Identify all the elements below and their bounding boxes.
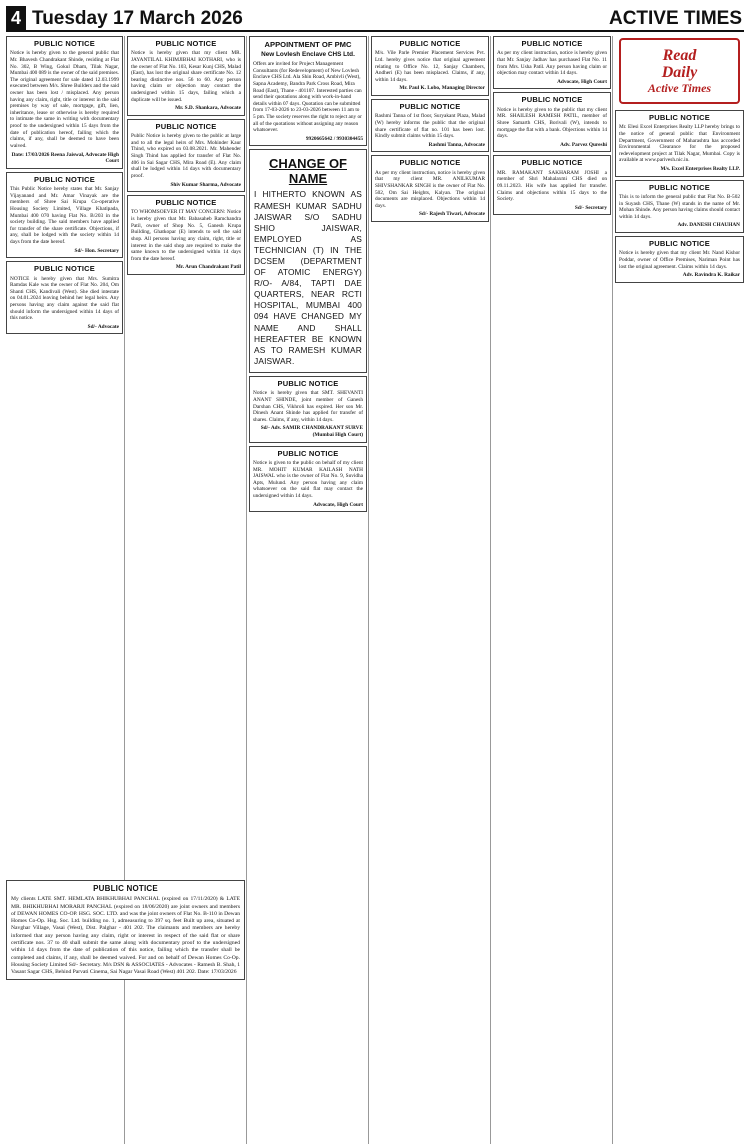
public-notice xyxy=(615,110,744,177)
column-4 xyxy=(371,36,489,1144)
page-number: 4 xyxy=(6,6,26,30)
notice-body: As per my client instruction, notice is hereby given that my client MR. ANILKUMAR SHIVSHANKAR SINGH is the owner of Flat No. 502, Om Sai Heights, Kalyan. The original documents are misplaced. Objections within 14 days. xyxy=(375,169,485,209)
notice-body: This is to inform the general public that Flat No. B-502 in Suyash CHS, Thane (W) stands in the name of Mr. Mohan Shinde. Any person having claims should contact within 14 days. xyxy=(619,194,740,220)
notice-body: Notice is hereby given that my client MR. JAYANTILAL KHIMJIBHAI KOTHARI, who is the owner of Flat No. 103, Kesar Kunj CHS, Malad (East), has lost the original share certificate No. 12 bearing distinctive nos. 56 to 60. Any person having claim or objection may contact the undersigned within 15 days, failing which a duplicate will be issued. xyxy=(131,50,241,103)
notice-signature: Adv. Parvez Qureshi xyxy=(560,141,607,148)
notice-body: MR. RAMAKANT SAKHARAM JOSHI a member of Shri Mahalaxmi CHS died on 09.11.2023. His wife has applied for transfer. Claims and objections within 15 days to the Society. xyxy=(497,169,607,203)
notice-title: PUBLIC NOTICE xyxy=(649,113,710,122)
public-notice xyxy=(249,446,367,513)
issue-date: Tuesday 17 March 2026 xyxy=(32,8,243,29)
notice-body: Notice is hereby given to the public that my client MR. SHAILESH RAMESH PATIL, member of Shree Samarth CHS, Borivali (W), intends to mortgage the flat with a bank. Objections within 14 days. xyxy=(497,106,607,140)
column-divider xyxy=(246,36,247,1144)
public-notice xyxy=(615,180,744,233)
notice-title: PUBLIC NOTICE xyxy=(521,39,583,48)
notice-title: PUBLIC NOTICE xyxy=(649,182,710,192)
appointment-title: APPOINTMENT OF PMC xyxy=(264,40,352,49)
notice-body: Notice is hereby given to the general public that Mr. Bhavesh Chandrakant Shinde, residing at Flat No. 302, B Wing, Gokul Dham, Tilak Nagar, Mumbai 400 089 is the owner of the said premises. The original agreement for sale dated 12.03.1999 executed between M/s. Shree Builders and the said owner has been lost / misplaced. Any person having any claim, right, title or interest in the said premises by way of sale, mortgage, gift, lien, inheritance, lease or otherwise is hereby required to intimate the same in writing with documentary proof to the undersigned within 15 days from the date of publication hereof, failing which the claims, if any, shall be deemed to have been waived. xyxy=(10,50,119,149)
notice-title: PUBLIC NOTICE xyxy=(155,121,217,131)
notice-signature: Mr. Arun Chandrakant Patil xyxy=(175,264,241,271)
public-notice xyxy=(371,155,489,222)
newspaper-name: ACTIVE TIMES xyxy=(608,8,742,29)
notice-title: PUBLIC NOTICE xyxy=(277,448,339,458)
notice-signature: Adv. DANESH CHAUHAN xyxy=(677,222,740,229)
column-divider xyxy=(368,36,369,1144)
notice-signature: Advocate, High Court xyxy=(313,501,363,508)
public-notice xyxy=(615,236,744,283)
column-3 xyxy=(249,36,367,1144)
notice-signature: Sd/- Rajesh Tiwari, Advocate xyxy=(418,211,485,218)
notice-title: PUBLIC NOTICE xyxy=(399,158,461,168)
masthead xyxy=(6,4,744,32)
badge-line-3: Active Times xyxy=(647,80,712,95)
notice-title: PUBLIC NOTICE xyxy=(521,95,583,105)
notice-title: PUBLIC NOTICE xyxy=(521,158,583,168)
notice-title: PUBLIC NOTICE xyxy=(277,378,339,388)
notice-title: PUBLIC NOTICE xyxy=(34,39,95,48)
appointment-society: New Lovlesh Enclave CHS Ltd. xyxy=(261,51,355,59)
public-notice xyxy=(493,92,611,152)
notice-body: My clients LATE SMT. HEMLATA BHIKHUBHAI PANCHAL (expired on 17/11/2020) & LATE MR. BHIKHUBHAI MORARJI PANCHAL (expired on 18/06/2020) are joint owners and members of DEWAN HOMES CO-OP. HSG. SOC. LTD. and was the joint owners of Flat No. B-110 in Dewan Homes Co-Op. Hsg. Soc. Ltd. building no. 1, admeasuring to 397 sq. feet Built up area, situated at Navghar Village, Vasai (West), Dist. Palghar - 401 202. The claimants and members are hereby informed that any person having any claim, right or interest in respect of the said flat or share certificate nos. 37 to 40 shall submit the same along with documentary proof to the undersigned within 14 days from the date of publication of this notice, failing which the transfer shall be completed and claims, if any, shall be deemed waived. For and on behalf of Dewan Homes Co-Op. Housing Society Limited Sd/- Secretary. M/s DSN & ASSOCIATES - Advocates - Ramesh B. Shah, 1 Vasant Sagar CHS, Behind Parvati Cinema, Sai Nagar Vasai Road (West) 401 202. Date: 17/03/2026 xyxy=(11,896,240,976)
notice-title: PUBLIC NOTICE xyxy=(34,264,95,274)
notice-title: PUBLIC NOTICE xyxy=(649,239,710,249)
notice-body: Notice is hereby given that my client Mr. Nand Kishor Poddar, owner of Office Premises, Nariman Point has lost the original agreement. Claims within 14 days. xyxy=(619,250,740,270)
column-5 xyxy=(493,36,611,1144)
notice-body: Notice is hereby given that SMT. SHEVANTI ANANT SHINDE, joint member of Ganesh Darshan CHS, Vikhroli has expired. Her son Mr. Dinesh Anant Shinde has applied for transfer of shares. Claims, if any, within 14 days. xyxy=(253,390,363,423)
public-notice xyxy=(493,36,611,89)
notice-signature: Adv. Ravindra K. Raikar xyxy=(682,272,740,279)
column-divider xyxy=(490,36,491,1144)
public-notice xyxy=(249,376,367,443)
appointment-phone: 9920665642 / 9930304455 xyxy=(305,135,363,142)
change-of-name-body: I HITHERTO KNOWN AS RAMESH KUMAR SADHU JAISWAR S/O SADHU SHIO JAISWAR, EMPLOYED AS TECHNICIAN (T) IN THE DCSEM (DEPARTMENT OF ATOMIC ENERGY) R/O- A/84, TAPTI DAE QUARTERS, NEAR RCTI HOSPITAL, MUMBAI 400 094 HAVE CHANGED MY NAME AND SHALL HEREAFTER BE KNOWN AS TO RAMESH KUMAR JAISWAR. xyxy=(254,189,362,366)
notice-title: PUBLIC NOTICE xyxy=(399,39,461,48)
notice-signature: Advocate, High Court xyxy=(557,78,607,85)
notice-body: TO WHOMSOEVER IT MAY CONCERN: Notice is hereby given that Mr. Babasaheb Ramchandra Patil, owner of Shop No. 5, Ganesh Krupa Building, Ghatkopar (E) intends to sell the said shop. All persons having any claim, right, title or interest in the said shop are required to make the same known to the undersigned within 14 days from the date hereof. xyxy=(131,209,241,262)
notice-body: Rashmi Tanna of 1st floor, Suryakant Plaza, Malad (W) hereby informs the public that the original share certificate of flat no. 101 has been lost. Kindly submit claims within 15 days. xyxy=(375,113,485,140)
notice-body: M/s. Vile Parle Premier Placement Services Pvt. Ltd. hereby gives notice that original agreement relating to Office No. 12, Sanjay Chambers, Andheri (E) has been misplaced. Claims, if any, within 14 days. xyxy=(375,50,485,83)
public-notice xyxy=(493,155,611,215)
notice-signature: Mr. S.D. Shankara, Advocate xyxy=(175,105,241,112)
notice-signature: Rashmi Tanna, Advocate xyxy=(428,141,485,148)
change-of-name-title: CHANGE OF NAME xyxy=(269,156,347,187)
notice-signature: M/s. Excel Enterprises Realty LLP. xyxy=(660,166,740,173)
public-notice xyxy=(371,99,489,152)
public-notice xyxy=(127,119,245,192)
badge-line-1: Read xyxy=(662,46,697,64)
read-daily-badge xyxy=(619,38,740,104)
change-of-name xyxy=(249,149,367,373)
public-notice xyxy=(6,261,123,334)
notice-signature: Sd/- Hon. Secretary xyxy=(74,247,119,254)
notice-signature: Date: 17/03/2026 Reena Jaiswal, Advocate High Court xyxy=(11,151,119,165)
notice-signature: Sd/- Adv. SAMIR CHANDRAKANT SURVE (Mumbai High Court) xyxy=(260,425,363,438)
notice-signature: Mr. Paul K. Lobo, Managing Director xyxy=(399,85,485,92)
notice-body: Mr. Elesi Excel Enterprises Realty LLP hereby brings to the notice of general public that Environment Department, Government of Maharashtra has accorded Environmental Clearance for the proposed redevelopment project at Tilak Nagar, Mumbai. Copy is available at www.parivesh.nic.in. xyxy=(619,124,740,164)
notice-signature: Sd/- Advocate xyxy=(87,323,119,330)
public-notice xyxy=(6,172,123,258)
notice-title: PUBLIC NOTICE xyxy=(155,198,217,208)
notice-body: This Public Notice hereby states that Mr. Sanjay Vijayanand and Mr. Amar Vinayak are the members of Shree Sai Krupa Co-operative Housing Society Limited, Village Khatipada, Mumbai 400 070 having Flat No. B/203 in the society building. The said members have applied for transfer of the share certificate. Objections, if any, shall be lodged with the society within 14 days from the date hereof. xyxy=(10,186,119,245)
public-notice xyxy=(127,195,245,275)
column-6 xyxy=(615,36,744,1144)
appointment-body: Offers are invited for Project Management Consultants (for Redevelopment) of New Lovlesh Enclave CHS Ltd. Ala Shin Road, Ambivli (West), Sapna Academy, Bandra Park Cross Road, Mira Road (East), Thane - 401107. Interested parties can send their quotations along with work-in-hand details within 07 days. Quotation can be submitted from 17-03-2026 to 23-03-2026 between 11 am to 5 pm. The society reserves the right to reject any or all of the quotations without assigning any reason whatsoever. xyxy=(253,61,362,134)
notice-title: PUBLIC NOTICE xyxy=(155,39,217,48)
public-notice xyxy=(6,36,123,169)
public-notice xyxy=(127,36,245,116)
appointment-of-pmc xyxy=(249,36,367,146)
notice-body: As per my client instruction, notice is hereby given that Mr. Sanjay Jadhav has purchased Flat No. 11 from Mrs. Usha Patil. Any person having claim or objection may contact within 14 days. xyxy=(497,50,607,77)
notice-title: PUBLIC NOTICE xyxy=(34,174,95,184)
column-divider xyxy=(612,36,613,1144)
notice-signature: Sd/- Secretary xyxy=(574,204,607,211)
wide-public-notice xyxy=(6,880,245,980)
notice-body: Notice is given to the public on behalf of my client MR. MOHIT KUMAR KAILASH NATH JAISWAL who is the owner of Flat No. 9, Suvidha Apts, Mulund. Any person having any claim whatsoever on the said flat may contact the undersigned within 14 days. xyxy=(253,459,363,499)
notice-signature: Shiv Kumar Sharma, Advocate xyxy=(170,181,241,188)
notice-body: NOTICE is hereby given that Mrs. Sumitra Ramdas Kale was the owner of Flat No. 204, Om Shanti CHS, Kandivali (West). She died intestate on 04.01.2024 leaving behind her legal heirs. Any persons having any claim against the said flat should inform the undersigned within 14 days of this notice. xyxy=(10,275,119,322)
notice-body: Public Notice is hereby given to the public at large and to all the legal heirs of Mrs. Mohinder Kaur Thind, who expired on 03.08.2021. Mr. Mahender Singh Thind has applied for transfer of Flat No. 406 in Sai Sagar CHS, Mira Road (E). Any claim shall be lodged within 14 days with documentary proof. xyxy=(131,133,241,179)
public-notice xyxy=(371,36,489,96)
notice-title: PUBLIC NOTICE xyxy=(93,884,158,893)
badge-line-2: Daily xyxy=(661,63,698,81)
notice-title: PUBLIC NOTICE xyxy=(399,102,461,112)
